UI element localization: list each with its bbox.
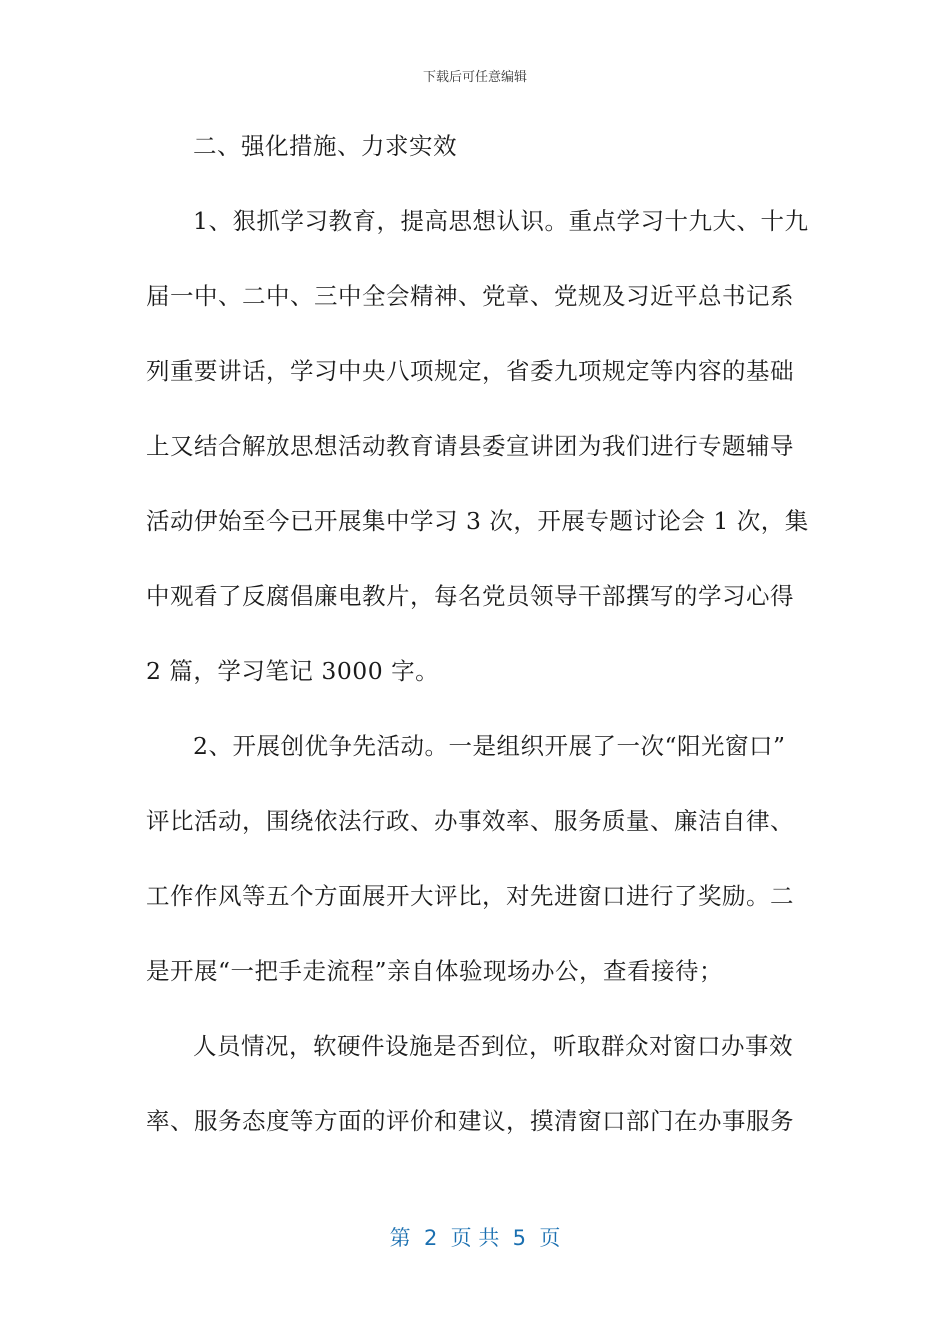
paragraph-line: 1、狠抓学习教育，提高思想认识。重点学习十九大、十九 [193, 207, 809, 235]
page-number-footer: 第 2 页 共 5 页 [389, 1226, 561, 1250]
paragraph-line: 是开展“一把手走流程”亲自体验现场办公，查看接待； [146, 957, 724, 985]
paragraph-line: 评比活动，围绕依法行政、办事效率、服务质量、廉洁自律、 [146, 807, 794, 835]
paragraph-line: 人员情况，软硬件设施是否到位，听取群众对窗口办事效 [193, 1032, 793, 1060]
section-heading: 二、强化措施、力求实效 [193, 132, 457, 160]
paragraph-line: 2 篇，学习笔记 3000 字。 [146, 657, 440, 685]
page-header-note: 下载后可任意编辑 [422, 70, 527, 85]
paragraph-line: 上又结合解放思想活动教育请县委宣讲团为我们进行专题辅导 [146, 432, 794, 460]
paragraph-line: 2、开展创优争先活动。一是组织开展了一次“阳光窗口” [193, 732, 786, 760]
paragraph-line: 中观看了反腐倡廉电教片，每名党员领导干部撰写的学习心得 [146, 582, 794, 610]
paragraph-line: 列重要讲话，学习中央八项规定，省委九项规定等内容的基础 [146, 357, 794, 385]
document-body [146, 118, 816, 1168]
paragraph-line: 工作作风等五个方面展开大评比，对先进窗口进行了奖励。二 [146, 882, 794, 910]
paragraph-line: 活动伊始至今已开展集中学习 3 次，开展专题讨论会 1 次，集 [146, 507, 809, 535]
paragraph-line: 率、服务态度等方面的评价和建议，摸清窗口部门在办事服务 [146, 1107, 794, 1135]
paragraph-line: 届一中、二中、三中全会精神、党章、党规及习近平总书记系 [146, 282, 794, 310]
